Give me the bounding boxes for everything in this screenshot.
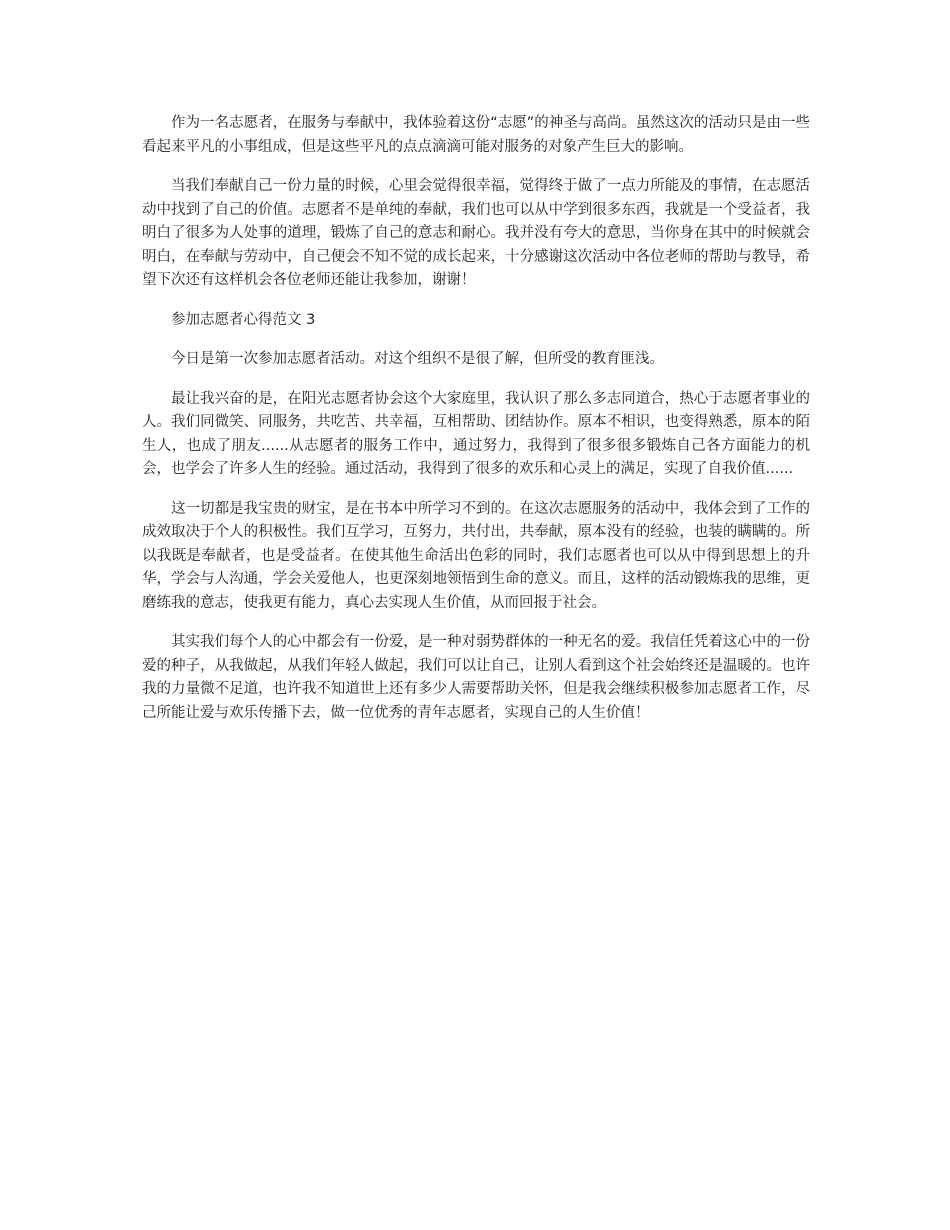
paragraph-4: 最让我兴奋的是，在阳光志愿者协会这个大家庭里，我认识了那么多志同道合，热心于志愿者事业的人。我们同微笑、同服务，共吃苦、共幸福，互相帮助、团结协作。原本不相识，也变得熟悉，原本的陌生人，也成了朋友......从志愿者的服务工作中，通过努力，我得到了很多很多锻炼自己各方面能力的机会，也学会了许多人生的经验。通过活动，我得到了很多的欢乐和心灵上的满足，实现了自我价值...... xyxy=(142,390,810,477)
section-heading: 参加志愿者心得范文 3 xyxy=(171,311,316,328)
paragraph-1: 作为一名志愿者，在服务与奉献中，我体验着这份“志愿”的神圣与高尚。虽然这次的活动只是由一些看起来平凡的小事组成，但是这些平凡的点点滴滴可能对服务的对象产生巨大的影响。 xyxy=(142,115,810,155)
paragraph-3: 今日是第一次参加志愿者活动。对这个组织不是很了解，但所受的教育匪浅。 xyxy=(171,351,664,367)
paragraph-2: 当我们奉献自己一份力量的时候，心里会觉得很幸福，觉得终于做了一点力所能及的事情，在志愿活动中找到了自己的价值。志愿者不是单纯的奉献，我们也可以从中学到很多东西，我就是一个受益者，我明白了很多为人处事的道理，锻炼了自己的意志和耐心。我并没有夸大的意思，当你身在其中的时候就会明白，在奉献与劳动中，自己便会不知不觉的成长起来，十分感谢这次活动中各位老师的帮助与教导，希望下次还有这样机会各位老师还能让我参加，谢谢！ xyxy=(142,178,810,288)
paragraph-6: 其实我们每个人的心中都会有一份爱，是一种对弱势群体的一种无名的爱。我信任凭着这心中的一份爱的种子，从我做起，从我们年轻人做起，我们可以让自己，让别人看到这个社会始终还是温暖的。也许我的力量微不足道，也许我不知道世上还有多少人需要帮助关怀，但是我会继续积极参加志愿者工作，尽己所能让爱与欢乐传播下去，做一位优秀的青年志愿者，实现自己的人生价值！ xyxy=(142,634,810,721)
document-body xyxy=(142,112,810,741)
paragraph-5: 这一切都是我宝贵的财宝，是在书本中所学习不到的。在这次志愿服务的活动中，我体会到了工作的成效取决于个人的积极性。我们互学习，互努力，共付出，共奉献，原本没有的经验，也装的瞒瞒的。所以我既是奉献者，也是受益者。在使其他生命活出色彩的同时，我们志愿者也可以从中得到思想上的升华，学会与人沟通，学会关爱他人，也更深刻地领悟到生命的意义。而且，这样的活动锻炼我的思维，更磨练我的意志，使我更有能力，真心去实现人生价值，从而回报于社会。 xyxy=(142,500,810,611)
